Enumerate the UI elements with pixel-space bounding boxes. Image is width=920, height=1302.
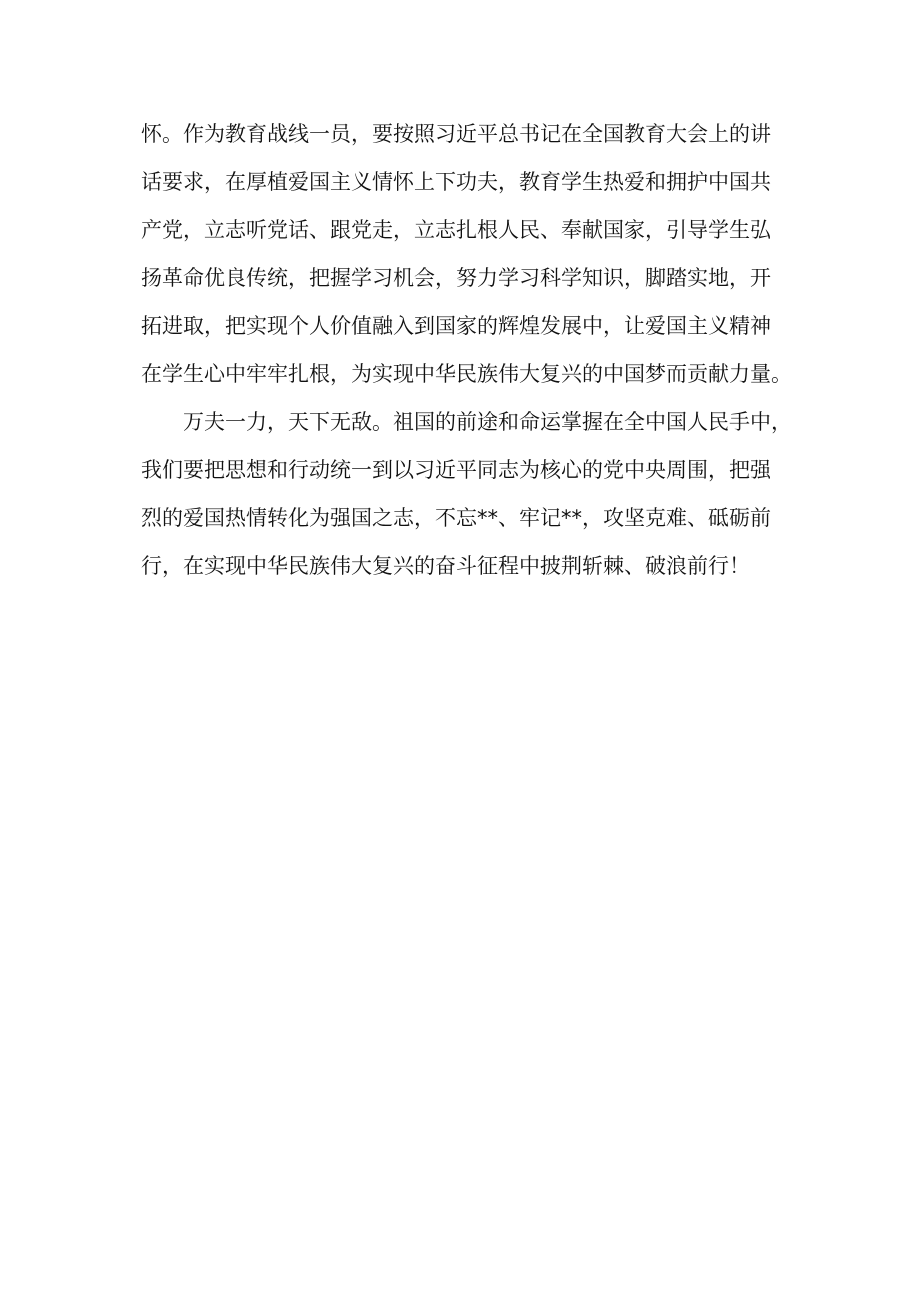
text-line: 话要求，在厚植爱国主义情怀上下功夫，教育学生热爱和拥护中国共: [141, 170, 771, 194]
paragraph-2: [141, 398, 792, 590]
text-line: 在学生心中牢牢扎根，为实现中华民族伟大复兴的中国梦而贡献力量。: [141, 362, 792, 386]
text-line: 烈的爱国热情转化为强国之志，不忘**、牢记**，攻坚克难、砥砺前: [141, 506, 771, 530]
text-line: 万夫一力，天下无敌。祖国的前途和命运掌握在全中国人民手中，: [183, 410, 792, 434]
text-line: 怀。作为教育战线一员，要按照习近平总书记在全国教育大会上的讲: [141, 122, 771, 146]
document-body: [141, 110, 792, 590]
text-line: 产党，立志听党话、跟党走，立志扎根人民、奉献国家，引导学生弘: [141, 218, 771, 242]
text-line: 拓进取，把实现个人价值融入到国家的辉煌发展中，让爱国主义精神: [141, 314, 771, 338]
text-line: 我们要把思想和行动统一到以习近平同志为核心的党中央周围，把强: [141, 458, 771, 482]
paragraph-1: [141, 110, 792, 398]
text-line: 扬革命优良传统，把握学习机会，努力学习科学知识，脚踏实地，开: [141, 266, 771, 290]
text-line: 行，在实现中华民族伟大复兴的奋斗征程中披荆斩棘、破浪前行！: [141, 554, 750, 578]
